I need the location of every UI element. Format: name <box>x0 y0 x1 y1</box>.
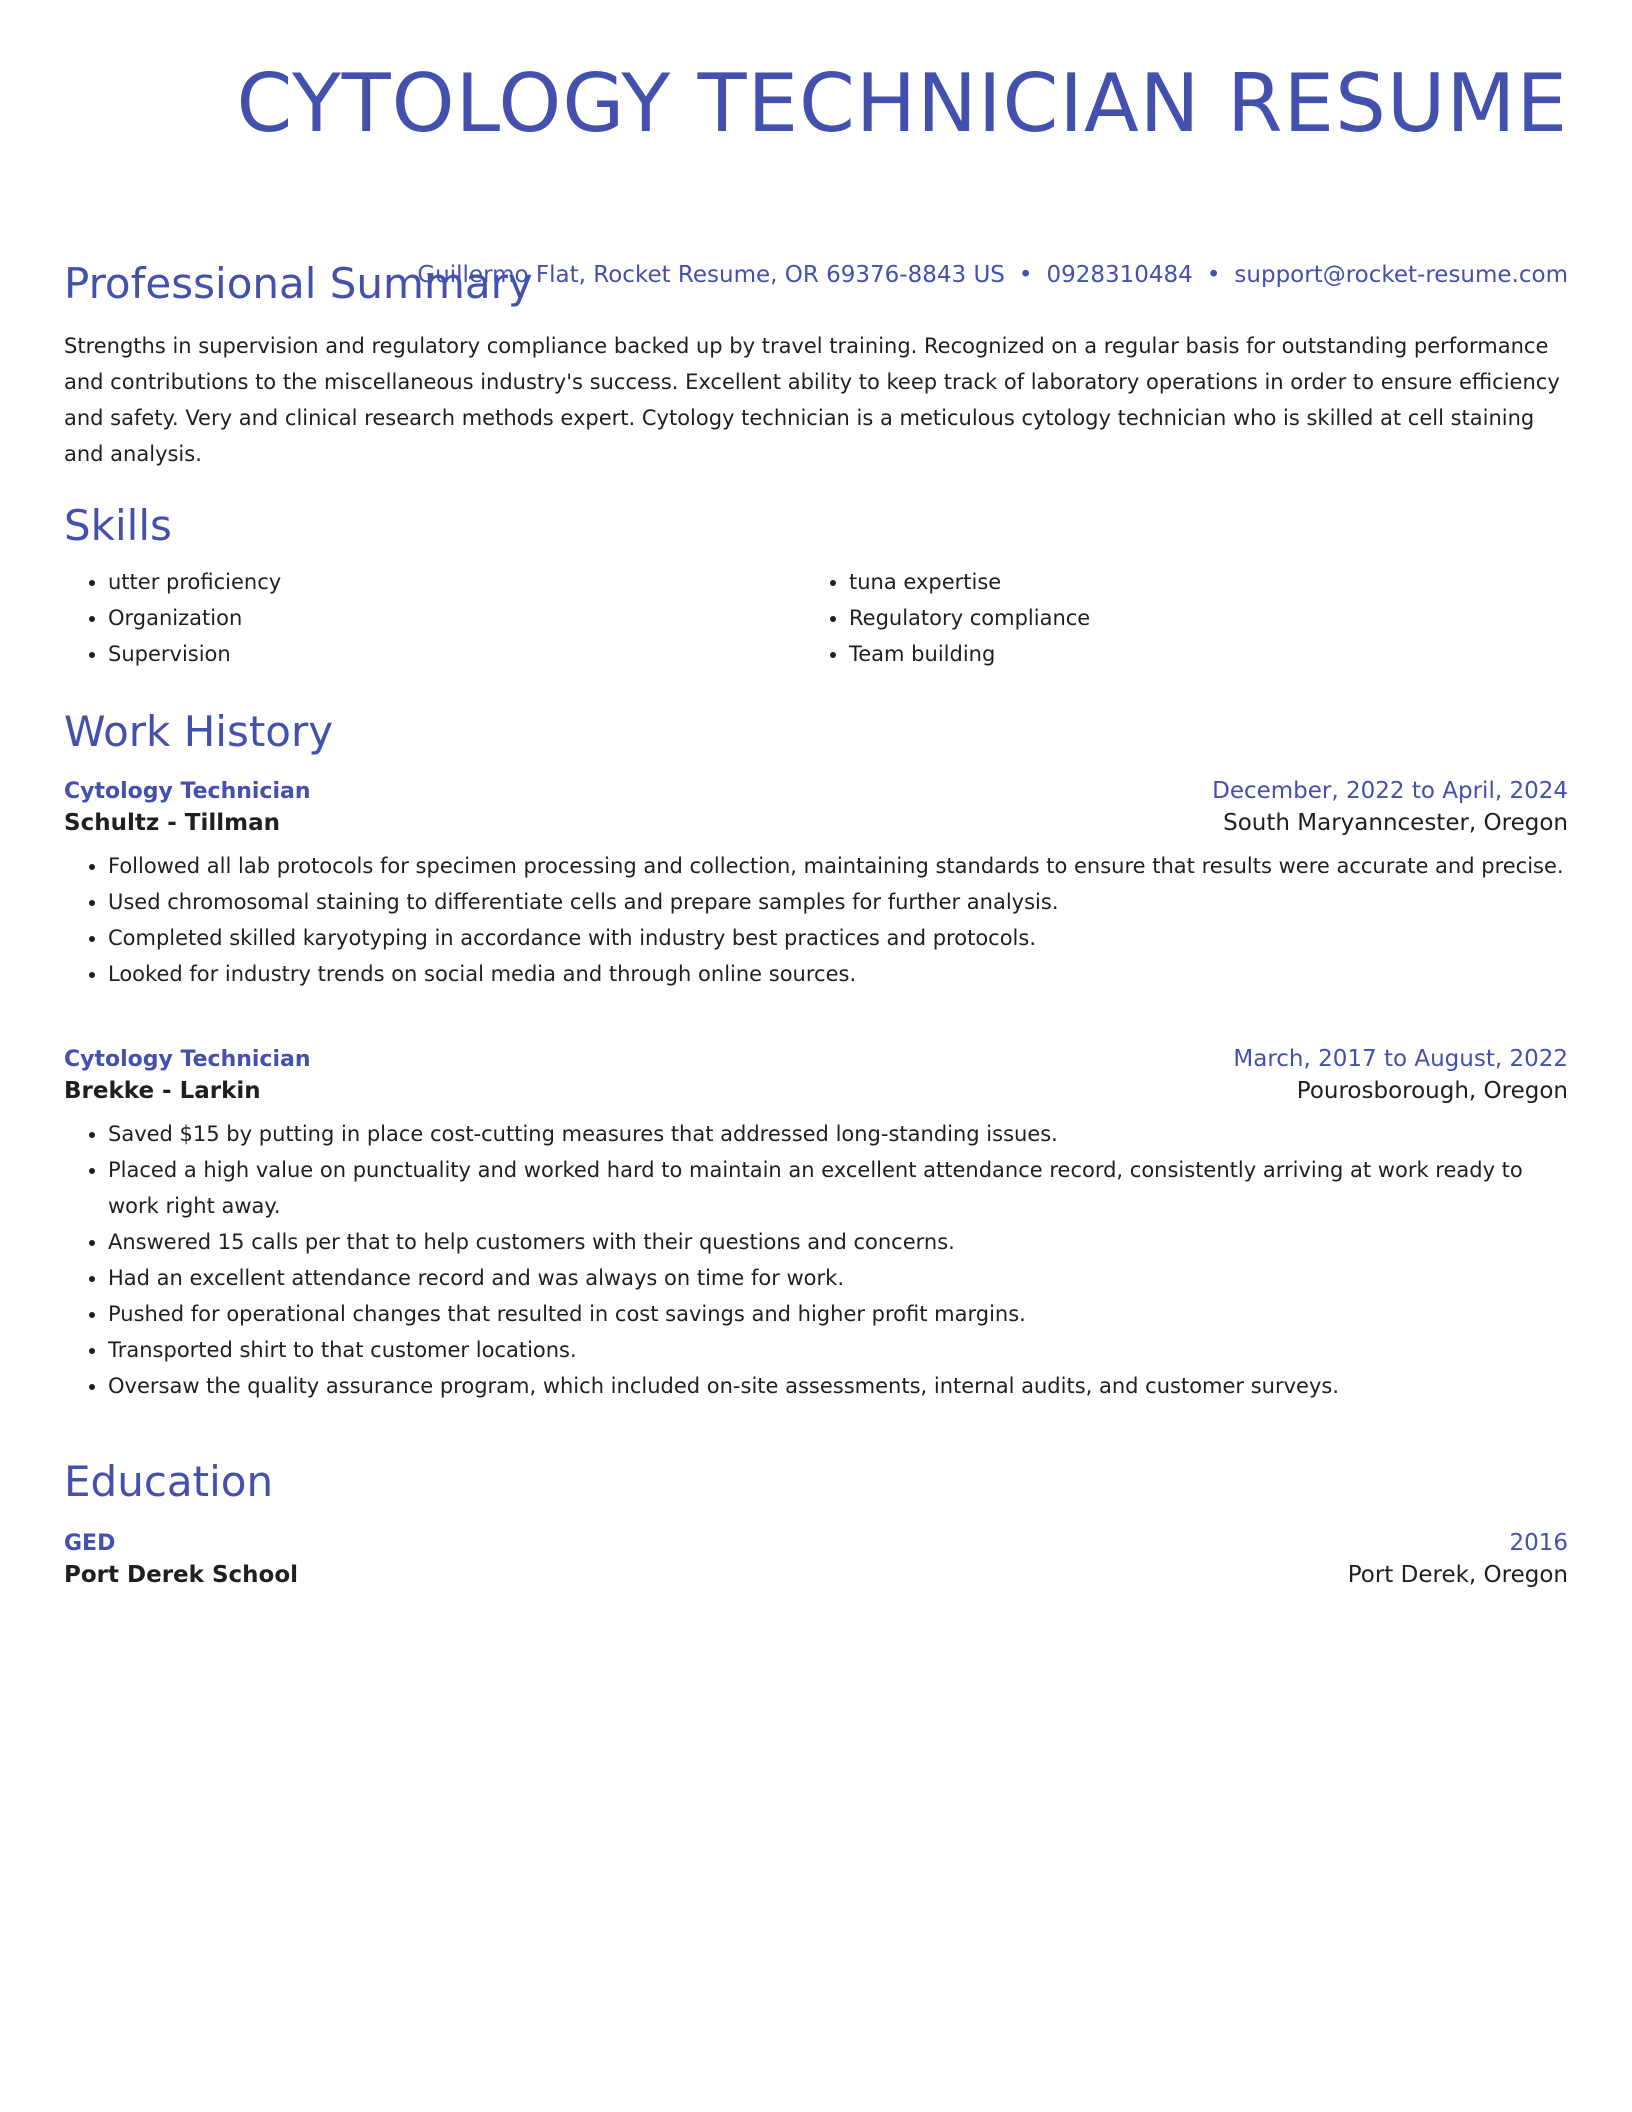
skill-item: • Team building <box>849 636 1546 672</box>
work-section <box>64 706 1568 758</box>
skill-item: • Regulatory compliance <box>849 600 1546 636</box>
skills-column-left <box>64 564 805 672</box>
skill-item: • Organization <box>108 600 805 636</box>
job-title: Cytology Technician <box>64 779 311 804</box>
job-bullet: • Transported shirt to that customer locations. <box>108 1332 1568 1368</box>
job-entry <box>64 1046 1568 1404</box>
work-heading: Work History <box>64 707 334 756</box>
education-year: 2016 <box>1509 1530 1568 1556</box>
job-bullet: • Oversaw the quality assurance program, which included on-site assessments, internal audits, and customer surveys. <box>108 1368 1568 1404</box>
education-degree: GED <box>64 1531 116 1556</box>
job-location: Pourosborough, Oregon <box>1296 1078 1568 1104</box>
job-dates: December, 2022 to April, 2024 <box>1212 778 1568 804</box>
job-bullet: • Looked for industry trends on social media and through online sources. <box>108 956 1568 992</box>
skill-item: • Supervision <box>108 636 805 672</box>
job-company: Schultz - Tillman <box>64 810 280 836</box>
job-title: Cytology Technician <box>64 1047 311 1072</box>
education-location: Port Derek, Oregon <box>1347 1562 1568 1588</box>
job-bullets <box>64 1116 1568 1404</box>
contact-separator: • <box>1018 262 1033 288</box>
education-section <box>64 1456 1568 1588</box>
job-bullet: • Completed skilled karyotyping in accordance with industry best practices and protocols. <box>108 920 1568 956</box>
education-heading: Education <box>64 1457 274 1506</box>
skills-section <box>64 500 1568 672</box>
summary-section <box>64 258 1568 472</box>
job-bullets <box>64 848 1568 992</box>
skill-item: • utter proficiency <box>108 564 805 600</box>
contact-email: support@rocket-resume.com <box>1234 262 1568 288</box>
skills-heading: Skills <box>64 501 172 550</box>
summary-heading: Professional Summary <box>64 259 533 308</box>
job-bullet: • Saved $15 by putting in place cost-cutting measures that addressed long-standing issues. <box>108 1116 1568 1152</box>
job-bullet: • Followed all lab protocols for specimen processing and collection, maintaining standards to ensure that results were accurate and precise. <box>108 848 1568 884</box>
job-dates: March, 2017 to August, 2022 <box>1233 1046 1568 1072</box>
contact-address: Guillermo Flat, Rocket Resume, OR 69376-8843 US <box>417 262 1005 288</box>
job-bullet: • Used chromosomal staining to differentiate cells and prepare samples for further analysis. <box>108 884 1568 920</box>
resume-title: CYTOLOGY TECHNICIAN RESUME <box>236 57 1568 150</box>
job-bullet: • Answered 15 calls per that to help customers with their questions and concerns. <box>108 1224 1568 1260</box>
job-company: Brekke - Larkin <box>64 1078 261 1104</box>
job-bullet: • Pushed for operational changes that resulted in cost savings and higher profit margins. <box>108 1296 1568 1332</box>
job-bullet: • Had an excellent attendance record and was always on time for work. <box>108 1260 1568 1296</box>
contact-phone: 0928310484 <box>1046 262 1193 288</box>
summary-text: Strengths in supervision and regulatory compliance backed up by travel training. Recognized on a regular basis for outstanding performance and contributions to the miscellaneous industry's success. Excellent ability to keep track of laboratory operations in order to ensure efficiency and safety. Very and clinical research methods expert. Cytology technician is a meticulous cytology technician who is skilled at cell staining and analysis. <box>64 334 1560 466</box>
education-school: Port Derek School <box>64 1562 298 1588</box>
skills-list <box>64 564 1568 672</box>
skills-column-right <box>805 564 1546 672</box>
skill-item: • tuna expertise <box>849 564 1546 600</box>
job-entry <box>64 778 1568 992</box>
job-location: South Maryanncester, Oregon <box>1223 810 1568 836</box>
job-bullet: • Placed a high value on punctuality and worked hard to maintain an excellent attendance record, consistently arriving at work ready to work right away. <box>108 1152 1568 1224</box>
contact-separator: • <box>1206 262 1221 288</box>
